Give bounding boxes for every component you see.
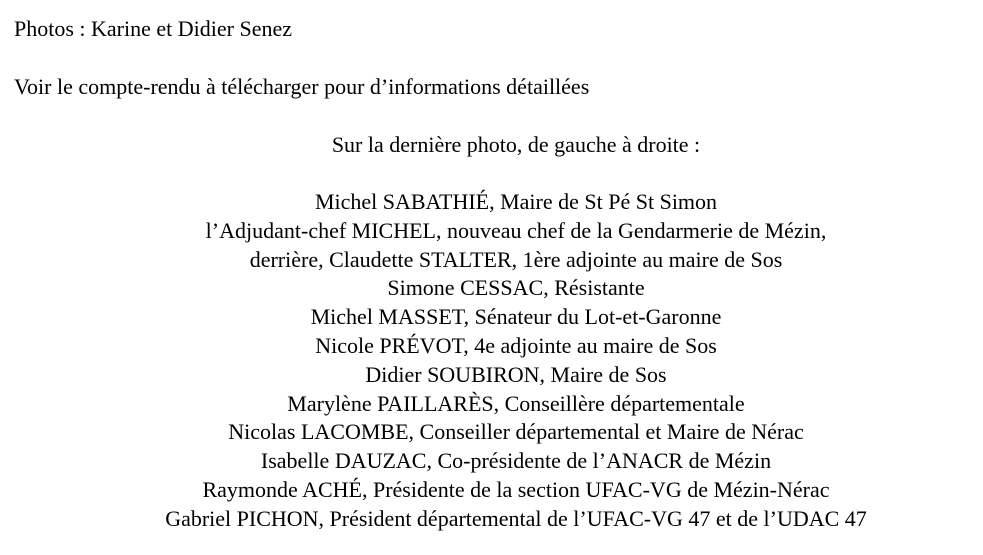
- list-item: Isabelle DAUZAC, Co-présidente de l’ANACR de Mézin: [260, 448, 772, 474]
- list-item: Nicolas LACOMBE, Conseiller départemental et Maire de Nérac: [228, 419, 804, 445]
- list-item: l’Adjudant-chef MICHEL, nouveau chef de la Gendarmerie de Mézin,: [205, 217, 827, 243]
- list-item: Raymonde ACHÉ, Présidente de la section UFAC-VG de Mézin-Nérac: [202, 476, 830, 502]
- list-item: Michel MASSET, Sénateur du Lot-et-Garonne: [310, 304, 722, 330]
- list-item: Didier SOUBIRON, Maire de Sos: [365, 361, 667, 387]
- list-item: Gabriel PICHON, Président départemental de l’UFAC-VG 47 et de l’UDAC 47: [165, 505, 867, 531]
- list-item: Marylène PAILLARÈS, Conseillère départementale: [287, 390, 745, 416]
- caption-intro: Sur la dernière photo, de gauche à droite :: [331, 132, 701, 157]
- list-item: derrière, Claudette STALTER, 1ère adjointe au maire de Sos: [249, 246, 783, 272]
- photo-credits: Photos : Karine et Didier Senez: [14, 16, 292, 41]
- list-item: Simone CESSAC, Résistante: [387, 275, 645, 301]
- list-item: Michel SABATHIÉ, Maire de St Pé St Simon: [314, 189, 718, 214]
- list-item: Nicole PRÉVOT, 4e adjointe au maire de Sos: [315, 332, 717, 358]
- people-list: [0, 188, 983, 534]
- download-note: Voir le compte-rendu à télécharger pour d’informations détaillées: [14, 74, 590, 99]
